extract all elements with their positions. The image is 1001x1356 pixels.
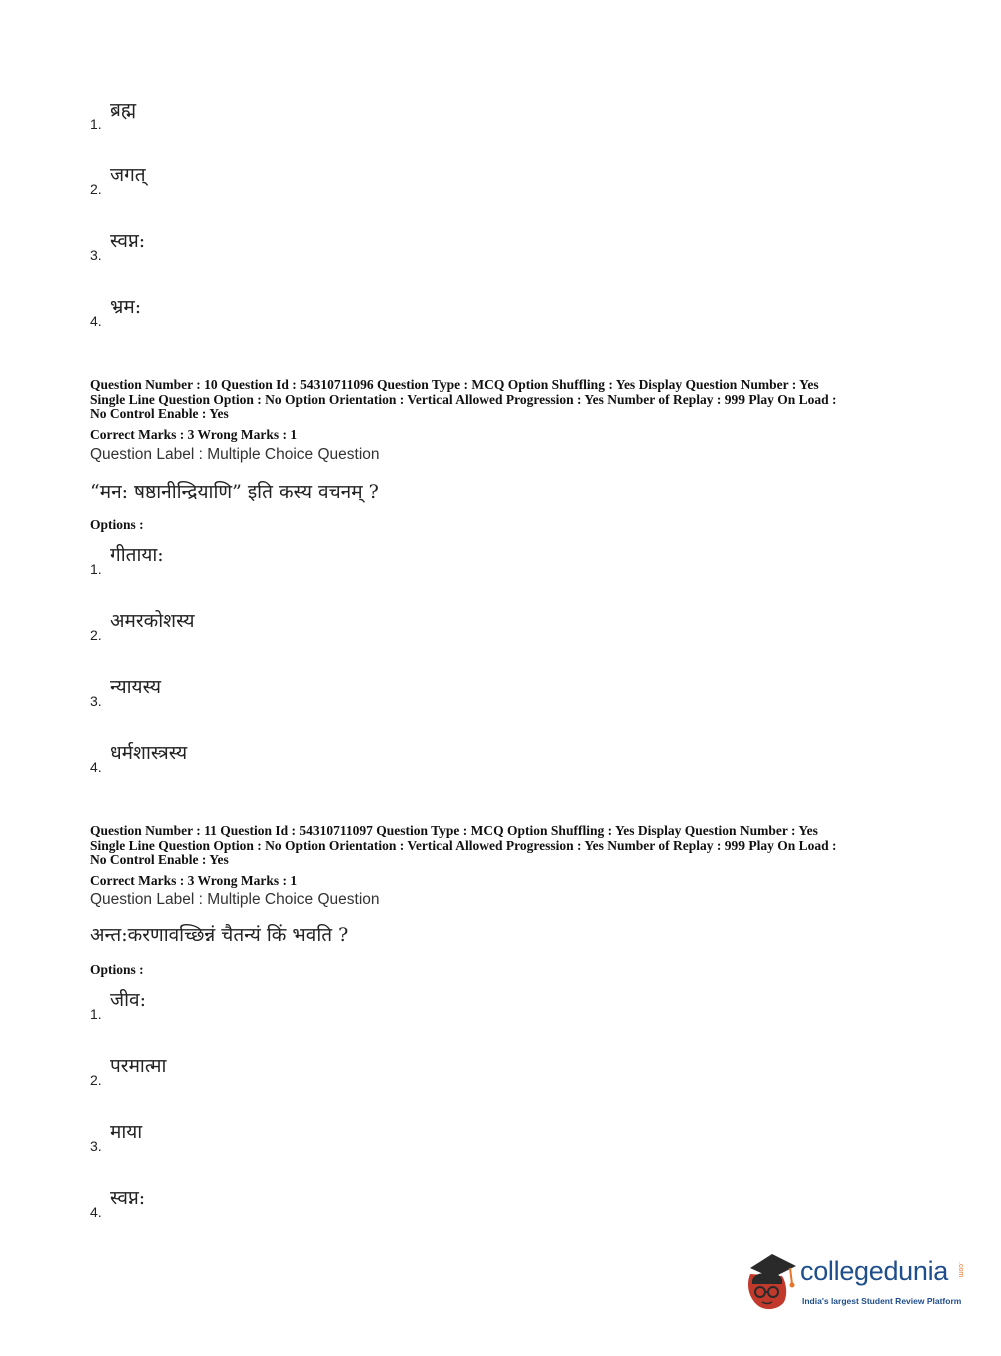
question-marks: Correct Marks : 3 Wrong Marks : 1: [90, 873, 298, 888]
option-text: स्वप्न:: [110, 230, 146, 252]
option-number: 3.: [90, 693, 102, 709]
question-meta: [90, 378, 920, 422]
meta-line: Question Number : 10 Question Id : 54310711096 Question Type : MCQ Option Shuffling : Yes Display Question Number : Yes: [90, 377, 819, 392]
option-text: परमात्मा: [110, 1055, 167, 1077]
question-label: Question Label : Multiple Choice Question: [90, 891, 380, 908]
meta-line: Question Number : 11 Question Id : 54310711097 Question Type : MCQ Option Shuffling : Yes Display Question Number : Yes: [90, 823, 818, 838]
question-text: अन्त:करणावच्छिन्नं चैतन्यं किं भवति ?: [90, 924, 349, 946]
question-label: Question Label : Multiple Choice Question: [90, 446, 380, 463]
question-text: “मन: षष्ठानीन्द्रियाणि” इति कस्य वचनम् ?: [90, 481, 379, 503]
meta-line: Single Line Question Option : No Option Orientation : Vertical Allowed Progression : Yes Number of Replay : 999 Play On Load :: [90, 837, 837, 853]
option-text: ब्रह्म: [110, 99, 137, 121]
option-number: 1.: [90, 1006, 102, 1022]
option-number: 3.: [90, 1138, 102, 1154]
meta-line: No Control Enable : Yes: [90, 406, 229, 421]
meta-line: Single Line Question Option : No Option Orientation : Vertical Allowed Progression : Yes Number of Replay : 999 Play On Load :: [90, 391, 837, 407]
option-text: न्यायस्य: [110, 676, 161, 698]
option-number: 2.: [90, 1072, 102, 1088]
options-heading: Options :: [90, 517, 144, 532]
option-number: 2.: [90, 627, 102, 643]
option-text: भ्रम:: [110, 296, 142, 318]
option-text: धर्मशास्त्रस्य: [110, 742, 188, 764]
logo-tagline: India's largest Student Review Platform: [802, 1296, 962, 1306]
option-text: अमरकोशस्य: [110, 610, 195, 632]
option-text: स्वप्न:: [110, 1187, 146, 1209]
option-text: जीव:: [110, 989, 146, 1011]
option-number: 1.: [90, 561, 102, 577]
mascot-icon: [742, 1250, 798, 1316]
meta-line: No Control Enable : Yes: [90, 852, 229, 867]
option-number: 1.: [90, 116, 102, 132]
logo-name: collegedunia: [800, 1256, 949, 1286]
question-marks: Correct Marks : 3 Wrong Marks : 1: [90, 427, 298, 442]
option-text: गीताया:: [110, 544, 164, 566]
collegedunia-logo: [742, 1250, 972, 1320]
option-number: 3.: [90, 247, 102, 263]
options-heading: Options :: [90, 962, 144, 977]
option-number: 4.: [90, 1204, 102, 1220]
question-meta: [90, 824, 920, 868]
option-text: जगत्: [110, 164, 146, 186]
option-text: माया: [110, 1121, 143, 1143]
option-number: 4.: [90, 759, 102, 775]
option-number: 4.: [90, 313, 102, 329]
option-number: 2.: [90, 181, 102, 197]
logo-domain: .com: [957, 1262, 964, 1278]
